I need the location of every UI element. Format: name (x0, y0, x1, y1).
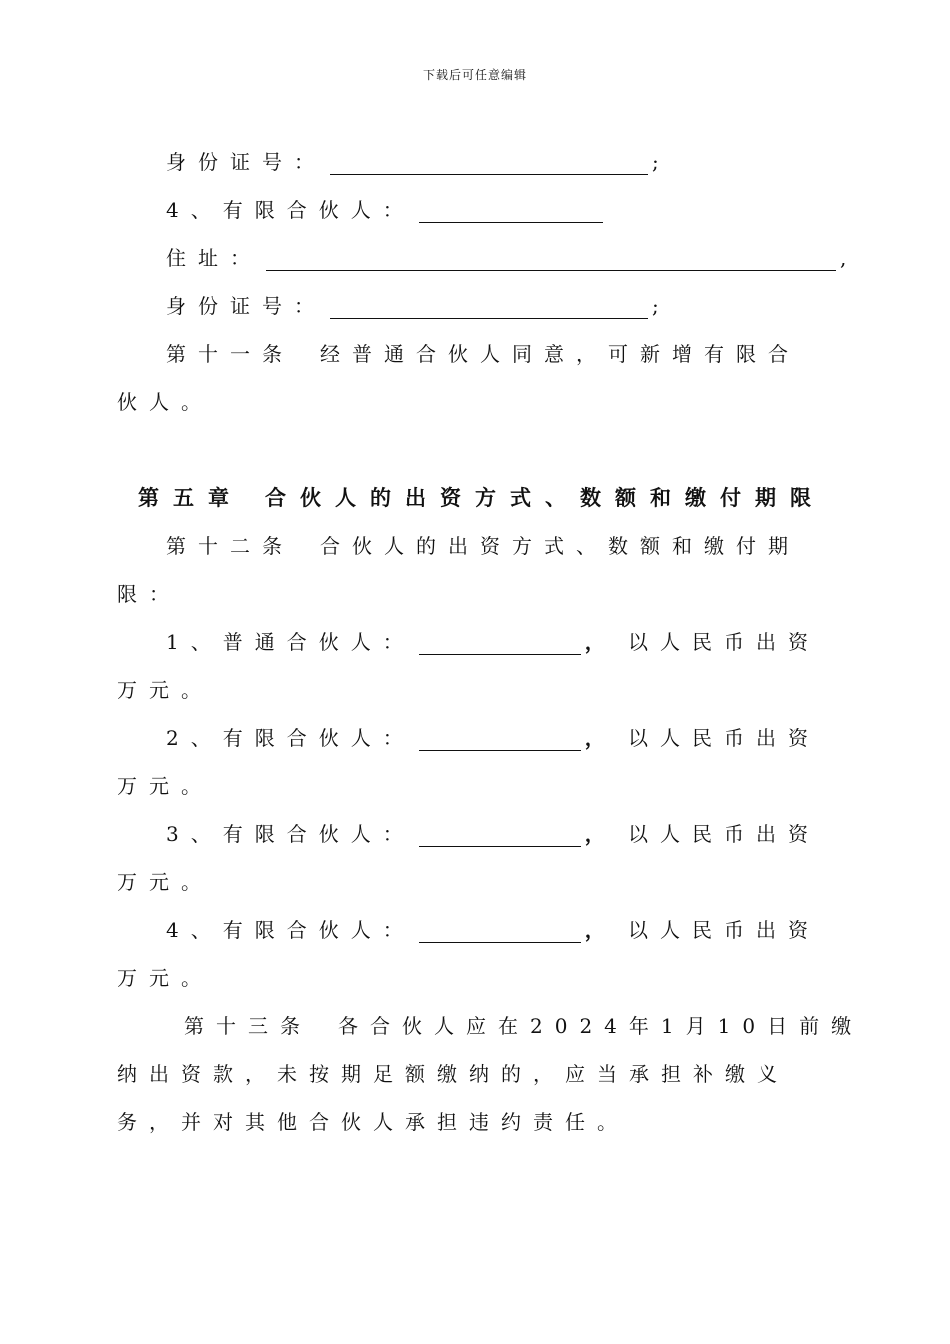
article-12-title: 第十二条 (166, 534, 294, 558)
contribution-item-right: 以人民币出资 (628, 918, 820, 942)
article-12-line (166, 530, 800, 559)
contribution-item-label: 1、普通合伙人： (166, 630, 415, 654)
contribution-item-tail: 万元。 (117, 774, 213, 798)
contribution-item-3 (166, 818, 617, 847)
line-end-punct: , (840, 246, 859, 270)
contribution-item-right: 以人民币出资 (628, 822, 820, 846)
article-13-text: 各合伙人应在2024年1月10日前缴 (338, 1014, 864, 1038)
contribution-item-comma: ， (584, 822, 617, 846)
contribution-item-2 (166, 722, 617, 751)
article-11-line (166, 338, 800, 367)
limited-partner-4-blank[interactable] (419, 200, 603, 223)
contribution-item-blank[interactable] (419, 920, 581, 943)
contribution-item-4 (166, 914, 617, 943)
contribution-item-tail: 万元。 (117, 966, 213, 990)
line-end-punct: ; (652, 150, 671, 174)
chapter-5-number: 第五章 (138, 485, 243, 510)
article-12-cont: 限： (117, 582, 181, 606)
contribution-item-comma: ， (584, 918, 617, 942)
contribution-item-blank[interactable] (419, 824, 581, 847)
id-number-line-1 (166, 146, 671, 175)
line-end-punct: ; (652, 294, 671, 318)
contribution-item-1 (166, 626, 617, 655)
chapter-5-title: 合伙人的出资方式、数额和缴付期限 (265, 485, 825, 510)
id-number-label: 身份证号： (166, 294, 326, 318)
contribution-item-label: 2、有限合伙人： (166, 726, 415, 750)
id-number-line-2 (166, 290, 671, 319)
contribution-item-right: 以人民币出资 (628, 630, 820, 654)
limited-partner-4-line (166, 194, 607, 223)
contribution-item-label: 4、有限合伙人： (166, 918, 415, 942)
contribution-item-blank[interactable] (419, 632, 581, 655)
id-number-label: 身份证号： (166, 150, 326, 174)
contribution-item-comma: ， (584, 630, 617, 654)
contribution-item-right: 以人民币出资 (628, 726, 820, 750)
limited-partner-4-label: 4、有限合伙人： (166, 198, 415, 222)
article-13-cont-2: 务，并对其他合伙人承担违约责任。 (117, 1110, 629, 1134)
contribution-item-tail: 万元。 (117, 678, 213, 702)
article-11-text: 经普通合伙人同意，可新增有限合 (320, 342, 800, 366)
article-11-title: 第十一条 (166, 342, 294, 366)
id-number-blank[interactable] (330, 152, 648, 175)
article-13-title: 第十三条 (184, 1014, 312, 1038)
contribution-item-blank[interactable] (419, 728, 581, 751)
address-line (166, 242, 858, 271)
article-13-cont-1: 纳出资款，未按期足额缴纳的，应当承担补缴义 (117, 1062, 789, 1086)
id-number-blank[interactable] (330, 296, 648, 319)
chapter-5-heading (138, 482, 825, 512)
contribution-item-label: 3、有限合伙人： (166, 822, 415, 846)
article-12-text: 合伙人的出资方式、数额和缴付期 (320, 534, 800, 558)
address-label: 住址： (166, 246, 262, 270)
contribution-item-comma: ， (584, 726, 617, 750)
article-13-line (184, 1010, 863, 1039)
address-blank[interactable] (266, 248, 836, 271)
page-header-note: 下载后可任意编辑 (422, 68, 527, 82)
article-11-cont: 伙人。 (117, 390, 213, 414)
contribution-item-tail: 万元。 (117, 870, 213, 894)
